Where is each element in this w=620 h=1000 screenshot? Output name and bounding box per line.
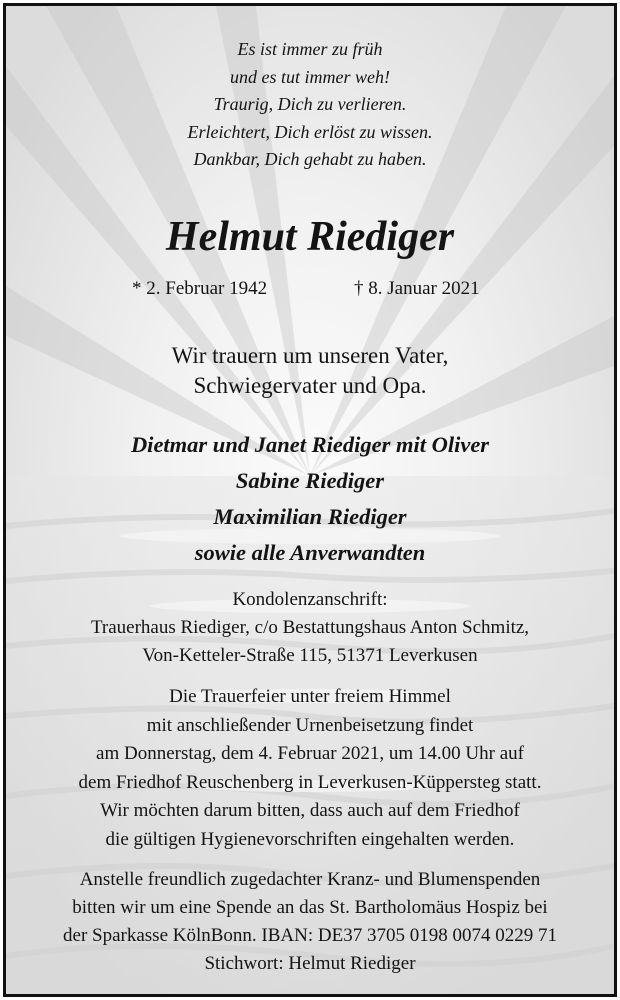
death-date: † 8. Januar 2021 <box>354 278 480 299</box>
ceremony-line: Wir möchten darum bitten, dass auch auf dem Friedhof <box>100 800 520 821</box>
birth-date: * 2. Februar 1942 <box>132 278 268 299</box>
donation-line: bitten wir um eine Spende an das St. Bartholomäus Hospiz bei <box>72 897 548 918</box>
family-members <box>6 427 614 571</box>
poem-line: Dankbar, Dich gehabt zu haben. <box>193 149 427 169</box>
family-member: Maximilian Riediger <box>213 504 407 529</box>
poem-line: Es ist immer zu früh <box>237 39 383 59</box>
ceremony-line: dem Friedhof Reuschenberg in Leverkusen-Küppersteg statt. <box>78 771 542 793</box>
mourning-line: Wir trauern um unseren Vater, <box>171 343 449 368</box>
condolence-address <box>6 586 614 670</box>
donation-line: Stichwort: Helmut Riediger <box>204 953 416 974</box>
donation-line: der Sparkasse KölnBonn. IBAN: DE37 3705 0198 0074 0229 71 <box>63 925 557 946</box>
condolence-line: Trauerhaus Riediger, c/o Bestattungshaus Anton Schmitz, <box>90 617 530 638</box>
family-member: Dietmar und Janet Riediger mit Oliver <box>130 432 490 457</box>
family-member: Sabine Riediger <box>235 468 385 493</box>
poem-line: Erleichtert, Dich erlöst zu wissen. <box>187 121 433 142</box>
mourning-text <box>6 341 614 401</box>
deceased-name: Helmut Riediger <box>165 214 455 260</box>
poem <box>6 36 614 174</box>
poem-line: Traurig, Dich zu verlieren. <box>213 94 407 114</box>
ceremony-line: am Donnerstag, dem 4. Februar 2021, um 14.00 Uhr auf <box>96 743 524 764</box>
condolence-line: Kondolenzanschrift: <box>232 589 388 610</box>
mourning-line: Schwiegervater und Opa. <box>193 373 427 398</box>
ceremony-line: Die Trauerfeier unter freiem Himmel <box>169 686 451 707</box>
ceremony-line: mit anschließender Urnenbeisetzung findet <box>146 714 474 736</box>
donation-line: Anstelle freundlich zugedachter Kranz- und Blumenspenden <box>79 869 541 890</box>
poem-line: und es tut immer weh! <box>230 66 390 87</box>
obituary-frame <box>3 3 617 997</box>
condolence-line: Von-Ketteler-Straße 115, 51371 Leverkusen <box>142 645 478 666</box>
ceremony-line: die gültigen Hygienevorschriften eingehalten werden. <box>105 828 515 850</box>
family-member: sowie alle Anverwandten <box>194 540 426 565</box>
donation-info <box>6 866 614 978</box>
ceremony-info <box>6 683 614 854</box>
